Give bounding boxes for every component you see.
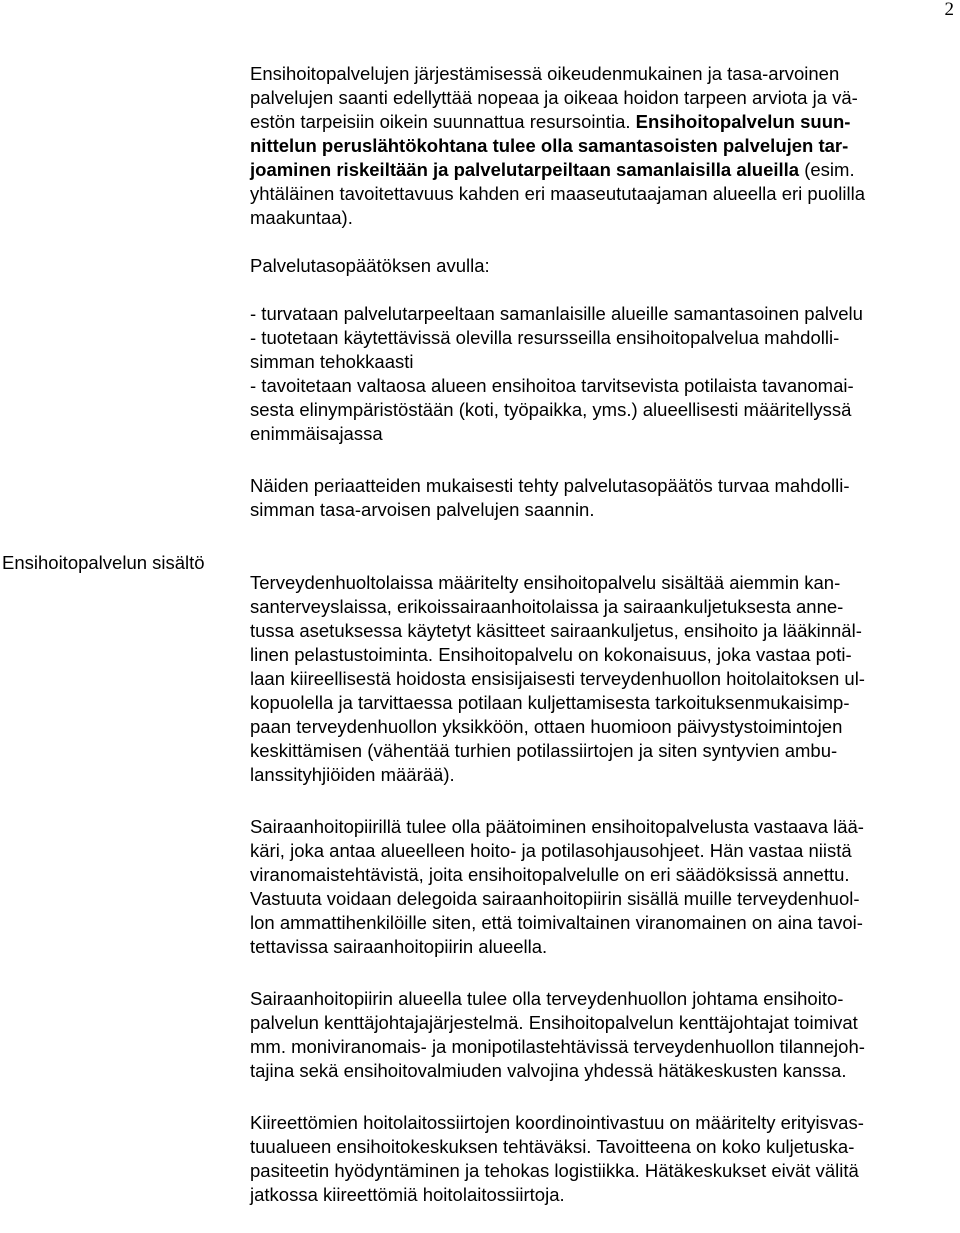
content-paragraph-1 <box>250 571 958 787</box>
text-line: Sairaanhoitopiirillä tulee olla päätoiminen ensihoitopalvelusta vastaava lää- <box>250 816 864 837</box>
text-line: keskittämisen (vähentää turhien potilassiirtojen ja siten syntyvien ambu- <box>250 740 838 761</box>
service-level-lead <box>250 254 958 278</box>
text-line: Kiireettömien hoitolaitossiirtojen koordinointivastuu on määritelty erityisvas- <box>250 1112 864 1133</box>
service-level-list <box>250 302 958 446</box>
text-line: lanssityhjiöiden määrää). <box>250 764 455 785</box>
list-item: enimmäisajassa <box>250 423 383 444</box>
text-run: (esim. <box>799 159 855 180</box>
text-line: viranomaistehtävistä, joita ensihoitopalvelulle on eri säädöksissä annettu. <box>250 864 850 885</box>
text-line: palvelun kenttäjohtajajärjestelmä. Ensihoitopalvelun kenttäjohtajat toimivat <box>250 1012 858 1033</box>
text-line <box>250 158 958 182</box>
text-line: simman tasa-arvoisen palvelujen saannin. <box>250 499 595 520</box>
text-run: estön tarpeisiin oikein suunnattua resursointia. <box>250 111 636 132</box>
text-line: Vastuuta voidaan delegoida sairaanhoitopiirin sisällä muille terveydenhuol- <box>250 888 860 909</box>
text-line <box>250 110 958 134</box>
bold-text-line: nittelun peruslähtökohtana tulee olla samantasoisten palvelujen tar- <box>250 135 849 156</box>
text-line: pasiteetin hyödyntäminen ja tehokas logistiikka. Hätäkeskukset eivät välitä <box>250 1160 859 1181</box>
text-line: palvelujen saanti edellyttää nopeaa ja oikeaa hoidon tarpeen arviota ja vä- <box>250 87 858 108</box>
text-line: Palvelutasopäätöksen avulla: <box>250 255 490 276</box>
text-line: laan kiireellisestä hoidosta ensisijaisesti terveydenhuollon hoitolaitoksen ul- <box>250 668 865 689</box>
paragraph-spacer <box>250 959 958 987</box>
text-line: Näiden periaatteiden mukaisesti tehty palvelutasopäätös turvaa mahdolli- <box>250 475 850 496</box>
text-line: lon ammattihenkilöille siten, että toimivaltainen viranomainen on aina tavoi- <box>250 912 863 933</box>
intro-paragraph <box>250 62 958 230</box>
content-paragraph-2 <box>250 815 958 959</box>
paragraph-spacer <box>250 446 958 474</box>
paragraph-spacer <box>250 1083 958 1111</box>
text-line: maakuntaa). <box>250 207 353 228</box>
text-line: tettavissa sairaanhoitopiirin alueella. <box>250 936 548 957</box>
text-line: tuualueen ensihoitokeskuksen tehtäväksi. Tavoitteena on koko kuljetuska- <box>250 1136 855 1157</box>
bold-text-run: Ensihoitopalvelun suun- <box>635 111 851 132</box>
text-line: paan terveydenhuollon yksikköön, ottaen huomioon päivystystoimintojen <box>250 716 843 737</box>
text-line: Ensihoitopalvelujen järjestämisessä oikeudenmukainen ja tasa-arvoinen <box>250 63 840 84</box>
text-line: tajina sekä ensihoitovalmiuden valvojina yhdessä hätäkeskusten kanssa. <box>250 1060 847 1081</box>
bold-text-run: joaminen riskeiltään ja palvelutarpeiltaan samanlaisilla alueilla <box>250 159 800 180</box>
text-line: Sairaanhoitopiirin alueella tulee olla terveydenhuollon johtama ensihoito- <box>250 988 844 1009</box>
content-paragraph-3 <box>250 987 958 1083</box>
paragraph-spacer <box>250 230 958 254</box>
list-item: - tavoitetaan valtaosa alueen ensihoitoa tarvitsevista potilaista tavanomai- <box>250 375 854 396</box>
text-line: kopuolella ja tarvittaessa potilaan kuljettamisesta tarkoituksenmukaisimp- <box>250 692 850 713</box>
text-line: mm. moniviranomais- ja monipotilastehtävissä terveydenhuollon tilannejoh- <box>250 1036 865 1057</box>
list-item: - turvataan palvelutarpeeltaan samanlaisille alueille samantasoinen palvelu <box>250 303 863 324</box>
list-item: - tuotetaan käytettävissä olevilla resursseilla ensihoitopalvelua mahdolli- <box>250 327 840 348</box>
content-paragraph-4 <box>250 1111 958 1207</box>
page-number: 2 <box>944 0 954 20</box>
text-line: tussa asetuksessa käytetyt käsitteet sairaankuljetus, ensihoito ja lääkinnäl- <box>250 620 862 641</box>
text-line: yhtäläinen tavoitettavuus kahden eri maaseututaajaman alueella eri puolilla <box>250 183 866 204</box>
paragraph-spacer <box>250 787 958 815</box>
text-line: jatkossa kiireettömiä hoitolaitossiirtoja. <box>250 1184 565 1205</box>
text-line: santerveyslaissa, erikoissairaanhoitolaissa ja sairaankuljetuksesta anne- <box>250 596 844 617</box>
document-body <box>250 62 958 1207</box>
section-spacer <box>250 522 958 571</box>
list-item: sesta elinympäristöstään (koti, työpaikka, yms.) alueellisesti määritellyssä <box>250 399 852 420</box>
list-item: simman tehokkaasti <box>250 351 414 372</box>
section-heading-ensihoitopalvelun-sisalto: Ensihoitopalvelun sisältö <box>2 552 205 573</box>
text-line: linen pelastustoiminta. Ensihoitopalvelu on kokonaisuus, joka vastaa poti- <box>250 644 852 665</box>
service-level-conclusion <box>250 474 958 522</box>
paragraph-spacer <box>250 278 958 302</box>
text-line: Terveydenhuoltolaissa määritelty ensihoitopalvelu sisältää aiemmin kan- <box>250 572 841 593</box>
text-line: käri, joka antaa alueelleen hoito- ja potilasohjausohjeet. Hän vastaa niistä <box>250 840 852 861</box>
